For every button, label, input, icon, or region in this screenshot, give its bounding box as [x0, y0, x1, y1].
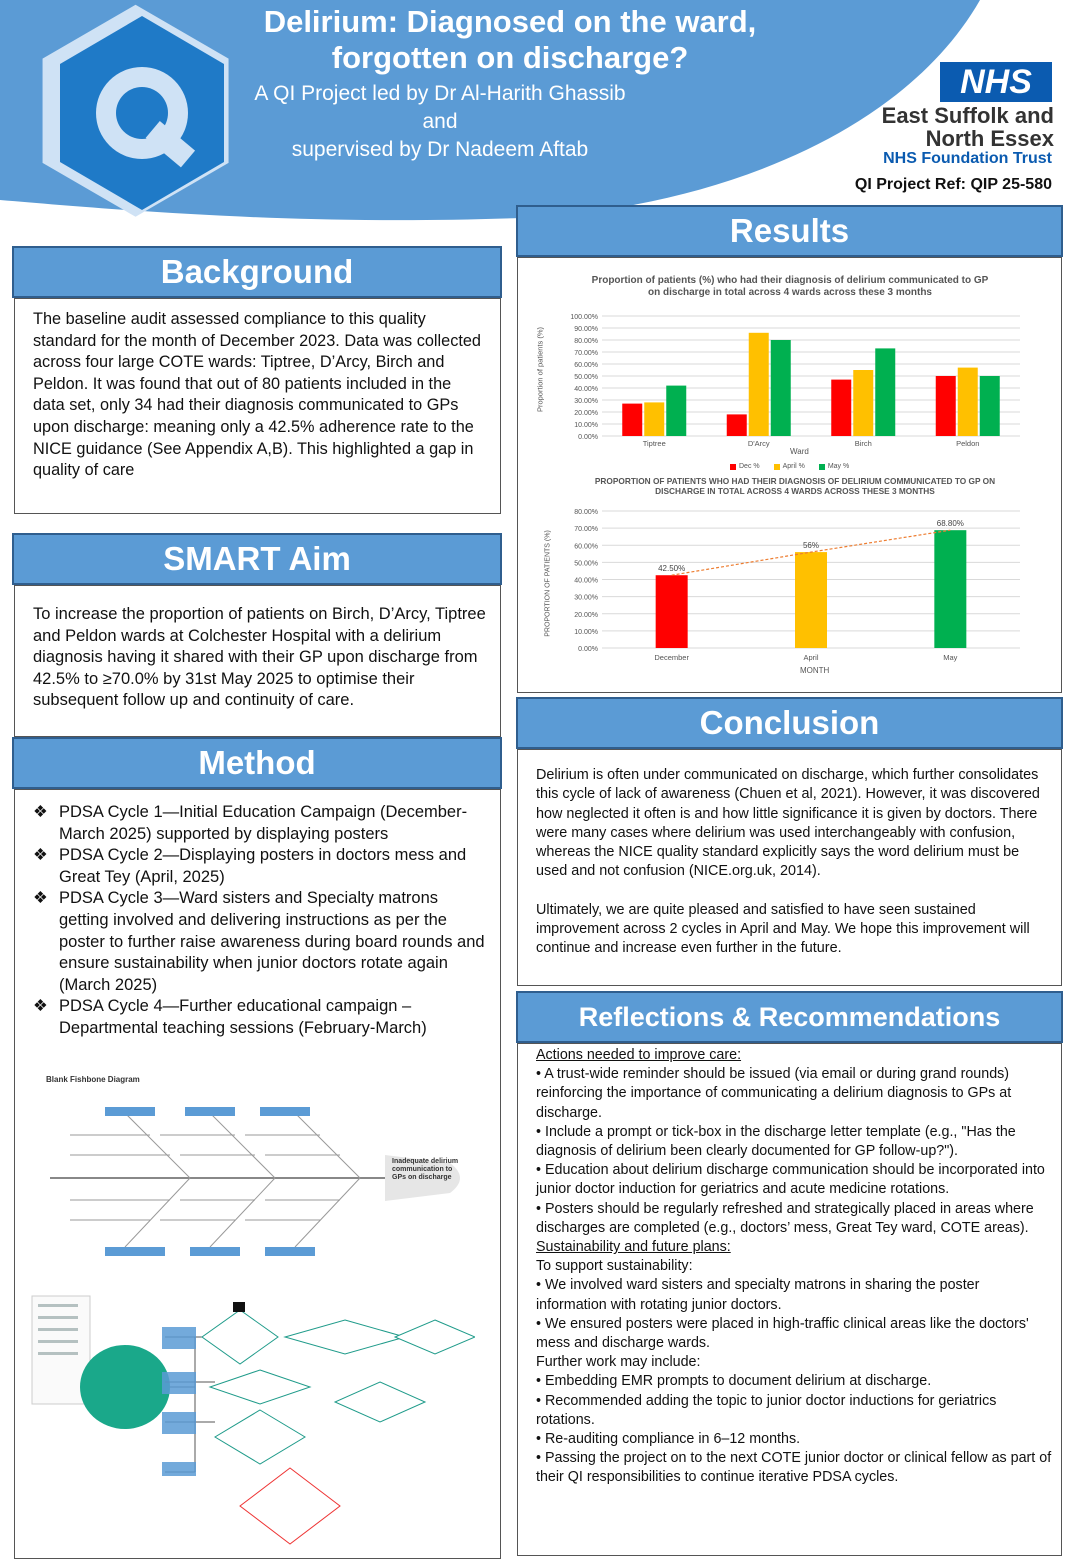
- y-tick-label: 20.00%: [574, 410, 598, 417]
- bar-dec: [936, 376, 956, 436]
- x-tick-label: Peldon: [956, 439, 980, 448]
- further-intro: Further work may include:: [536, 1354, 701, 1371]
- list-item: ❖ PDSA Cycle 1—Initial Education Campaign (December-March 2025) supported by displaying posters: [33, 803, 468, 843]
- data-label: 68.80%: [936, 519, 964, 529]
- bar-dec: [831, 380, 851, 436]
- y-tick-label: 80.00%: [574, 509, 598, 516]
- title-line-2: forgotten on discharge?: [331, 40, 689, 75]
- data-label: 42.50%: [658, 564, 686, 574]
- diamond-bullet-icon: ❖: [33, 889, 48, 908]
- x-tick-label: May: [943, 653, 958, 662]
- trust-line-2: North Essex: [925, 126, 1054, 151]
- driver-diagram: [30, 1292, 475, 1550]
- list-item: ❖ PDSA Cycle 4—Further educational campaign – Departmental teaching sessions (February-March): [33, 997, 427, 1037]
- y-tick-label: 0.00%: [578, 646, 598, 653]
- legend-item: [819, 463, 849, 470]
- trust-line-1: East Suffolk and: [881, 103, 1054, 128]
- diamond-bullet-icon: ❖: [33, 997, 48, 1016]
- x-tick-label: April: [803, 653, 819, 662]
- list-item: • Posters should be regularly refreshed and strategically placed in areas where discharges are completed (e.g., doctors’ mess, Great Tey ward, COTE areas).: [536, 1200, 1034, 1236]
- bar-may: [875, 348, 895, 436]
- y-tick-label: 20.00%: [574, 611, 598, 619]
- conclusion-para-1: Delirium is often under communicated on discharge, which further consolidates this cycle of lack of awareness (Chuen et al, 2021). However, it was discovered how neglected it often is and how little significance it is given by doctors. There were many cases where delirium was used interchangeably with confusion, whereas the NICE quality standard explicitly says the word delirium must be used and not confusion (NICE.org.uk, 2014).: [536, 767, 1040, 880]
- chart1-xlabel: Ward: [790, 447, 809, 456]
- bar-dec: [622, 404, 642, 436]
- bar-may: [980, 376, 1000, 436]
- legend-swatch: [730, 464, 736, 470]
- chart2-plot: [560, 505, 1030, 675]
- conclusion-heading: Conclusion: [516, 697, 1063, 749]
- bar-april: [795, 552, 827, 648]
- diamond-bullet-icon: ❖: [33, 846, 48, 865]
- method-heading: Method: [12, 737, 502, 789]
- smart-aim-heading: SMART Aim: [12, 533, 502, 585]
- actions-heading: Actions needed to improve care:: [536, 1047, 742, 1063]
- sustain-intro: To support sustainability:: [536, 1258, 693, 1275]
- y-tick-label: 30.00%: [574, 398, 598, 405]
- sustain-heading: Sustainability and future plans:: [536, 1239, 731, 1256]
- project-ref: QI Project Ref: QIP 25-580: [854, 176, 1052, 193]
- y-tick-label: 70.00%: [574, 526, 598, 534]
- reflections-box: [517, 1043, 1062, 1556]
- nhs-logo: NHS: [940, 62, 1052, 102]
- y-tick-label: 10.00%: [574, 422, 598, 429]
- bar-april: [958, 368, 978, 436]
- x-tick-label: December: [654, 653, 689, 662]
- list-item: • Recommended adding the topic to junior doctor inductions for geriatrics rotations.: [536, 1392, 997, 1428]
- legend-swatch: [774, 464, 780, 470]
- legend-label: Dec %: [739, 463, 760, 470]
- chart1-legend: [730, 463, 849, 470]
- chart1-ylabel: Proportion of patients (%): [535, 326, 545, 413]
- bar-april: [644, 402, 664, 436]
- list-item: • Embedding EMR prompts to document delirium at discharge.: [536, 1373, 932, 1390]
- smart-aim-text: To increase the proportion of patients on Birch, D’Arcy, Tiptree and Peldon wards at Colchester Hospital with a delirium diagnosis having it shared with their GP upon discharge from 42.5% to ≥70.0% by 31st May 2025 to optimise their subsequent follow up and continuity of care.: [14, 585, 501, 737]
- list-item: • We ensured posters were placed in high-traffic clinical areas like the doctors' mess and discharge wards.: [536, 1315, 1029, 1352]
- list-item: • We involved ward sisters and specialty matrons in sharing the poster information with rotating junior doctors.: [536, 1277, 980, 1313]
- y-tick-label: 50.00%: [574, 374, 598, 381]
- bar-april: [749, 333, 769, 436]
- bar-december: [656, 575, 688, 648]
- reflections-heading: Reflections & Recommendations: [516, 991, 1063, 1043]
- list-item: ❖ PDSA Cycle 3—Ward sisters and Specialty matrons getting involved and delivering instructions as per the poster to further raise awareness during board rounds and ensure sustainability when junior doctors rotate again (March 2025): [33, 889, 485, 994]
- chart2-ylabel: PROPORTION OF PATIENTS (%): [544, 530, 552, 637]
- background-text: The baseline audit assessed compliance to this quality standard for the month of December 2023. Data was collected across four large COTE wards: Tiptree, D’Arcy, Birch and Peldon. It was found that out of 80 patients included in the data set, only 34 had their diagnosis communicated to GPs upon discharge: meaning only a 42.5% adherence rate to the NICE guidance (See Appendix A,B). This highlighted a gap in quality of care: [14, 298, 501, 514]
- x-tick-label: Tiptree: [642, 439, 666, 448]
- x-tick-label: Birch: [854, 439, 872, 448]
- y-tick-label: 100.00%: [570, 314, 598, 321]
- conclusion-para-2: Ultimately, we are quite pleased and satisfied to have seen sustained improvement across 2 cycles in April and May. We hope this improvement will continue and increase even further in the future.: [536, 901, 1030, 957]
- poster-subtitle: [220, 80, 660, 164]
- background-heading: Background: [12, 246, 502, 298]
- y-tick-label: 50.00%: [574, 560, 598, 568]
- chart1-title: Proportion of patients (%) who had their diagnosis of delirium communicated to GP on discharge in total across 4 wards across these 3 months: [591, 275, 989, 298]
- bar-may: [934, 530, 966, 648]
- subtitle-line-1: A QI Project led by Dr Al-Harith Ghassib: [254, 82, 626, 105]
- bar-may: [666, 386, 686, 436]
- bar-may: [771, 340, 791, 436]
- trust-foundation: NHS Foundation Trust: [883, 150, 1052, 167]
- list-item: • Re-auditing compliance in 6–12 months.: [536, 1431, 801, 1448]
- title-line-1: Delirium: Diagnosed on the ward,: [263, 4, 757, 39]
- results-heading: Results: [516, 205, 1063, 257]
- y-tick-label: 60.00%: [574, 362, 598, 369]
- trust-name: [790, 104, 1054, 150]
- legend-item: [774, 463, 805, 470]
- legend-item: [730, 463, 760, 470]
- y-tick-label: 10.00%: [574, 628, 598, 636]
- x-tick-label: D'Arcy: [747, 439, 770, 448]
- list-item: • Include a prompt or tick-box in the discharge letter template (e.g., "Has the diagnosis of delirium been clearly documented for GP follow-up?").: [536, 1123, 1016, 1160]
- list-item: ❖ PDSA Cycle 2—Displaying posters in doctors mess and Great Tey (April, 2025): [33, 846, 467, 886]
- list-item: • Education about delirium discharge communication should be incorporated into junior doctor induction for geriatrics and acute medicine rotations.: [536, 1162, 1045, 1198]
- fishbone-head-label: Inadequate delirium communication to GPs on discharge: [392, 1158, 459, 1181]
- legend-label: April %: [782, 463, 805, 470]
- list-item: • A trust-wide reminder should be issued (via email or during grand rounds) reinforcing the importance of communicating a delirium diagnosis to GPs at discharge.: [536, 1066, 1012, 1121]
- y-tick-label: 90.00%: [574, 326, 598, 333]
- legend-swatch: [819, 464, 825, 470]
- y-tick-label: 40.00%: [574, 386, 598, 393]
- subtitle-line-3: supervised by Dr Nadeem Aftab: [291, 138, 589, 161]
- y-tick-label: 60.00%: [574, 543, 598, 551]
- bar-april: [853, 370, 873, 436]
- y-tick-label: 70.00%: [574, 350, 598, 357]
- list-item: • Passing the project on to the next COTE junior doctor or clinical fellow as part of their QI responsibilities to continue iterative PDSA cycles.: [536, 1450, 1052, 1486]
- diamond-bullet-icon: ❖: [33, 803, 48, 821]
- method-list: [31, 802, 492, 1040]
- chart2-title: PROPORTION OF PATIENTS WHO HAD THEIR DIAGNOSIS OF DELIRIUM COMMUNICATED TO GP ON DISCHARGE IN TOTAL ACROSS 4 WARDS ACROSS THESE 3 MONTHS: [594, 476, 996, 496]
- data-label: 56%: [802, 541, 820, 551]
- legend-label: May %: [827, 463, 850, 470]
- bar-dec: [727, 414, 747, 436]
- y-tick-label: 0.00%: [578, 434, 598, 441]
- y-tick-label: 30.00%: [574, 594, 598, 602]
- chart2-xlabel: MONTH: [800, 666, 830, 675]
- fishbone-title: Blank Fishbone Diagram: [46, 1075, 140, 1084]
- y-tick-label: 80.00%: [574, 338, 598, 345]
- subtitle-line-2: and: [422, 110, 458, 133]
- conclusion-box: [517, 749, 1062, 986]
- y-tick-label: 40.00%: [574, 577, 598, 585]
- poster-title: [180, 4, 840, 76]
